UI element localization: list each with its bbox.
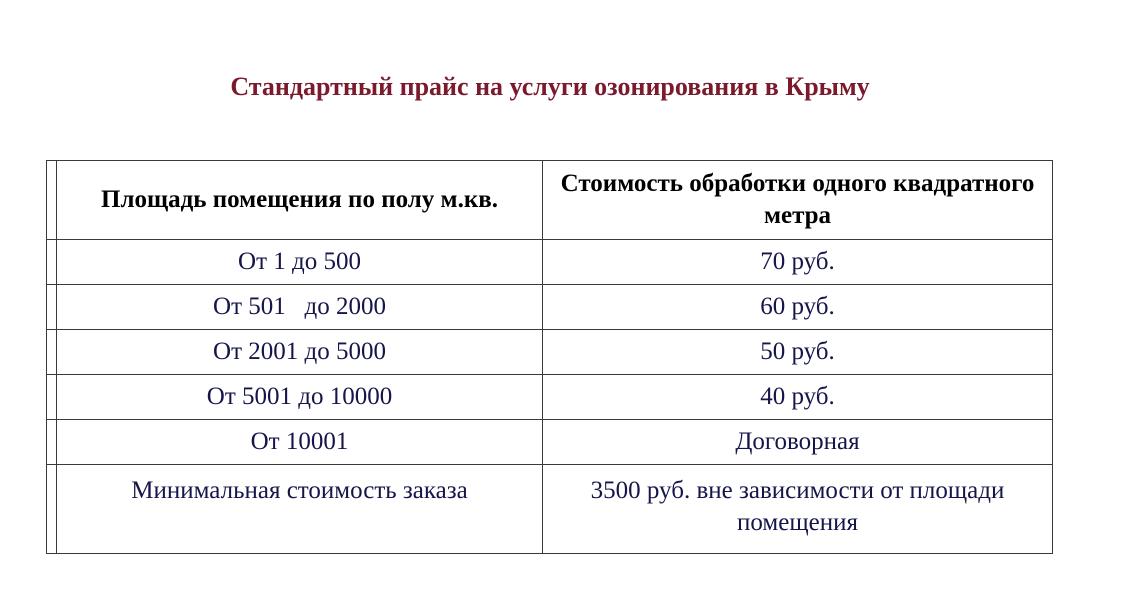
price-table bbox=[46, 160, 1053, 554]
page-title: Стандартный прайс на услуги озонирования в Крыму bbox=[230, 72, 870, 101]
column-header-area: Площадь помещения по полу м.кв. bbox=[57, 161, 543, 240]
area-cell: От 10001 bbox=[57, 420, 543, 465]
area-cell: Минимальная стоимость заказа bbox=[57, 465, 543, 554]
table-row bbox=[47, 240, 1053, 285]
table-row bbox=[47, 420, 1053, 465]
table-row bbox=[47, 330, 1053, 375]
row-stub-cell bbox=[47, 330, 57, 375]
table-row bbox=[47, 465, 1053, 554]
price-cell: 3500 руб. вне зависимости от площади помещения bbox=[543, 465, 1053, 554]
row-stub-cell bbox=[47, 240, 57, 285]
row-stub-cell bbox=[47, 420, 57, 465]
area-cell: От 1 до 500 bbox=[57, 240, 543, 285]
column-header-price: Стоимость обработки одного квадратного метра bbox=[543, 161, 1053, 240]
price-cell: Договорная bbox=[543, 420, 1053, 465]
price-cell: 50 руб. bbox=[543, 330, 1053, 375]
price-cell: 70 руб. bbox=[543, 240, 1053, 285]
price-cell: 60 руб. bbox=[543, 285, 1053, 330]
row-stub-cell bbox=[47, 285, 57, 330]
row-stub-cell bbox=[47, 161, 57, 240]
area-cell: От 2001 до 5000 bbox=[57, 330, 543, 375]
table-row bbox=[47, 285, 1053, 330]
row-stub-cell bbox=[47, 375, 57, 420]
table-row bbox=[47, 375, 1053, 420]
area-cell: От 501 до 2000 bbox=[57, 285, 543, 330]
area-cell: От 5001 до 10000 bbox=[57, 375, 543, 420]
price-cell: 40 руб. bbox=[543, 375, 1053, 420]
row-stub-cell bbox=[47, 465, 57, 554]
table-header-row bbox=[47, 161, 1053, 240]
